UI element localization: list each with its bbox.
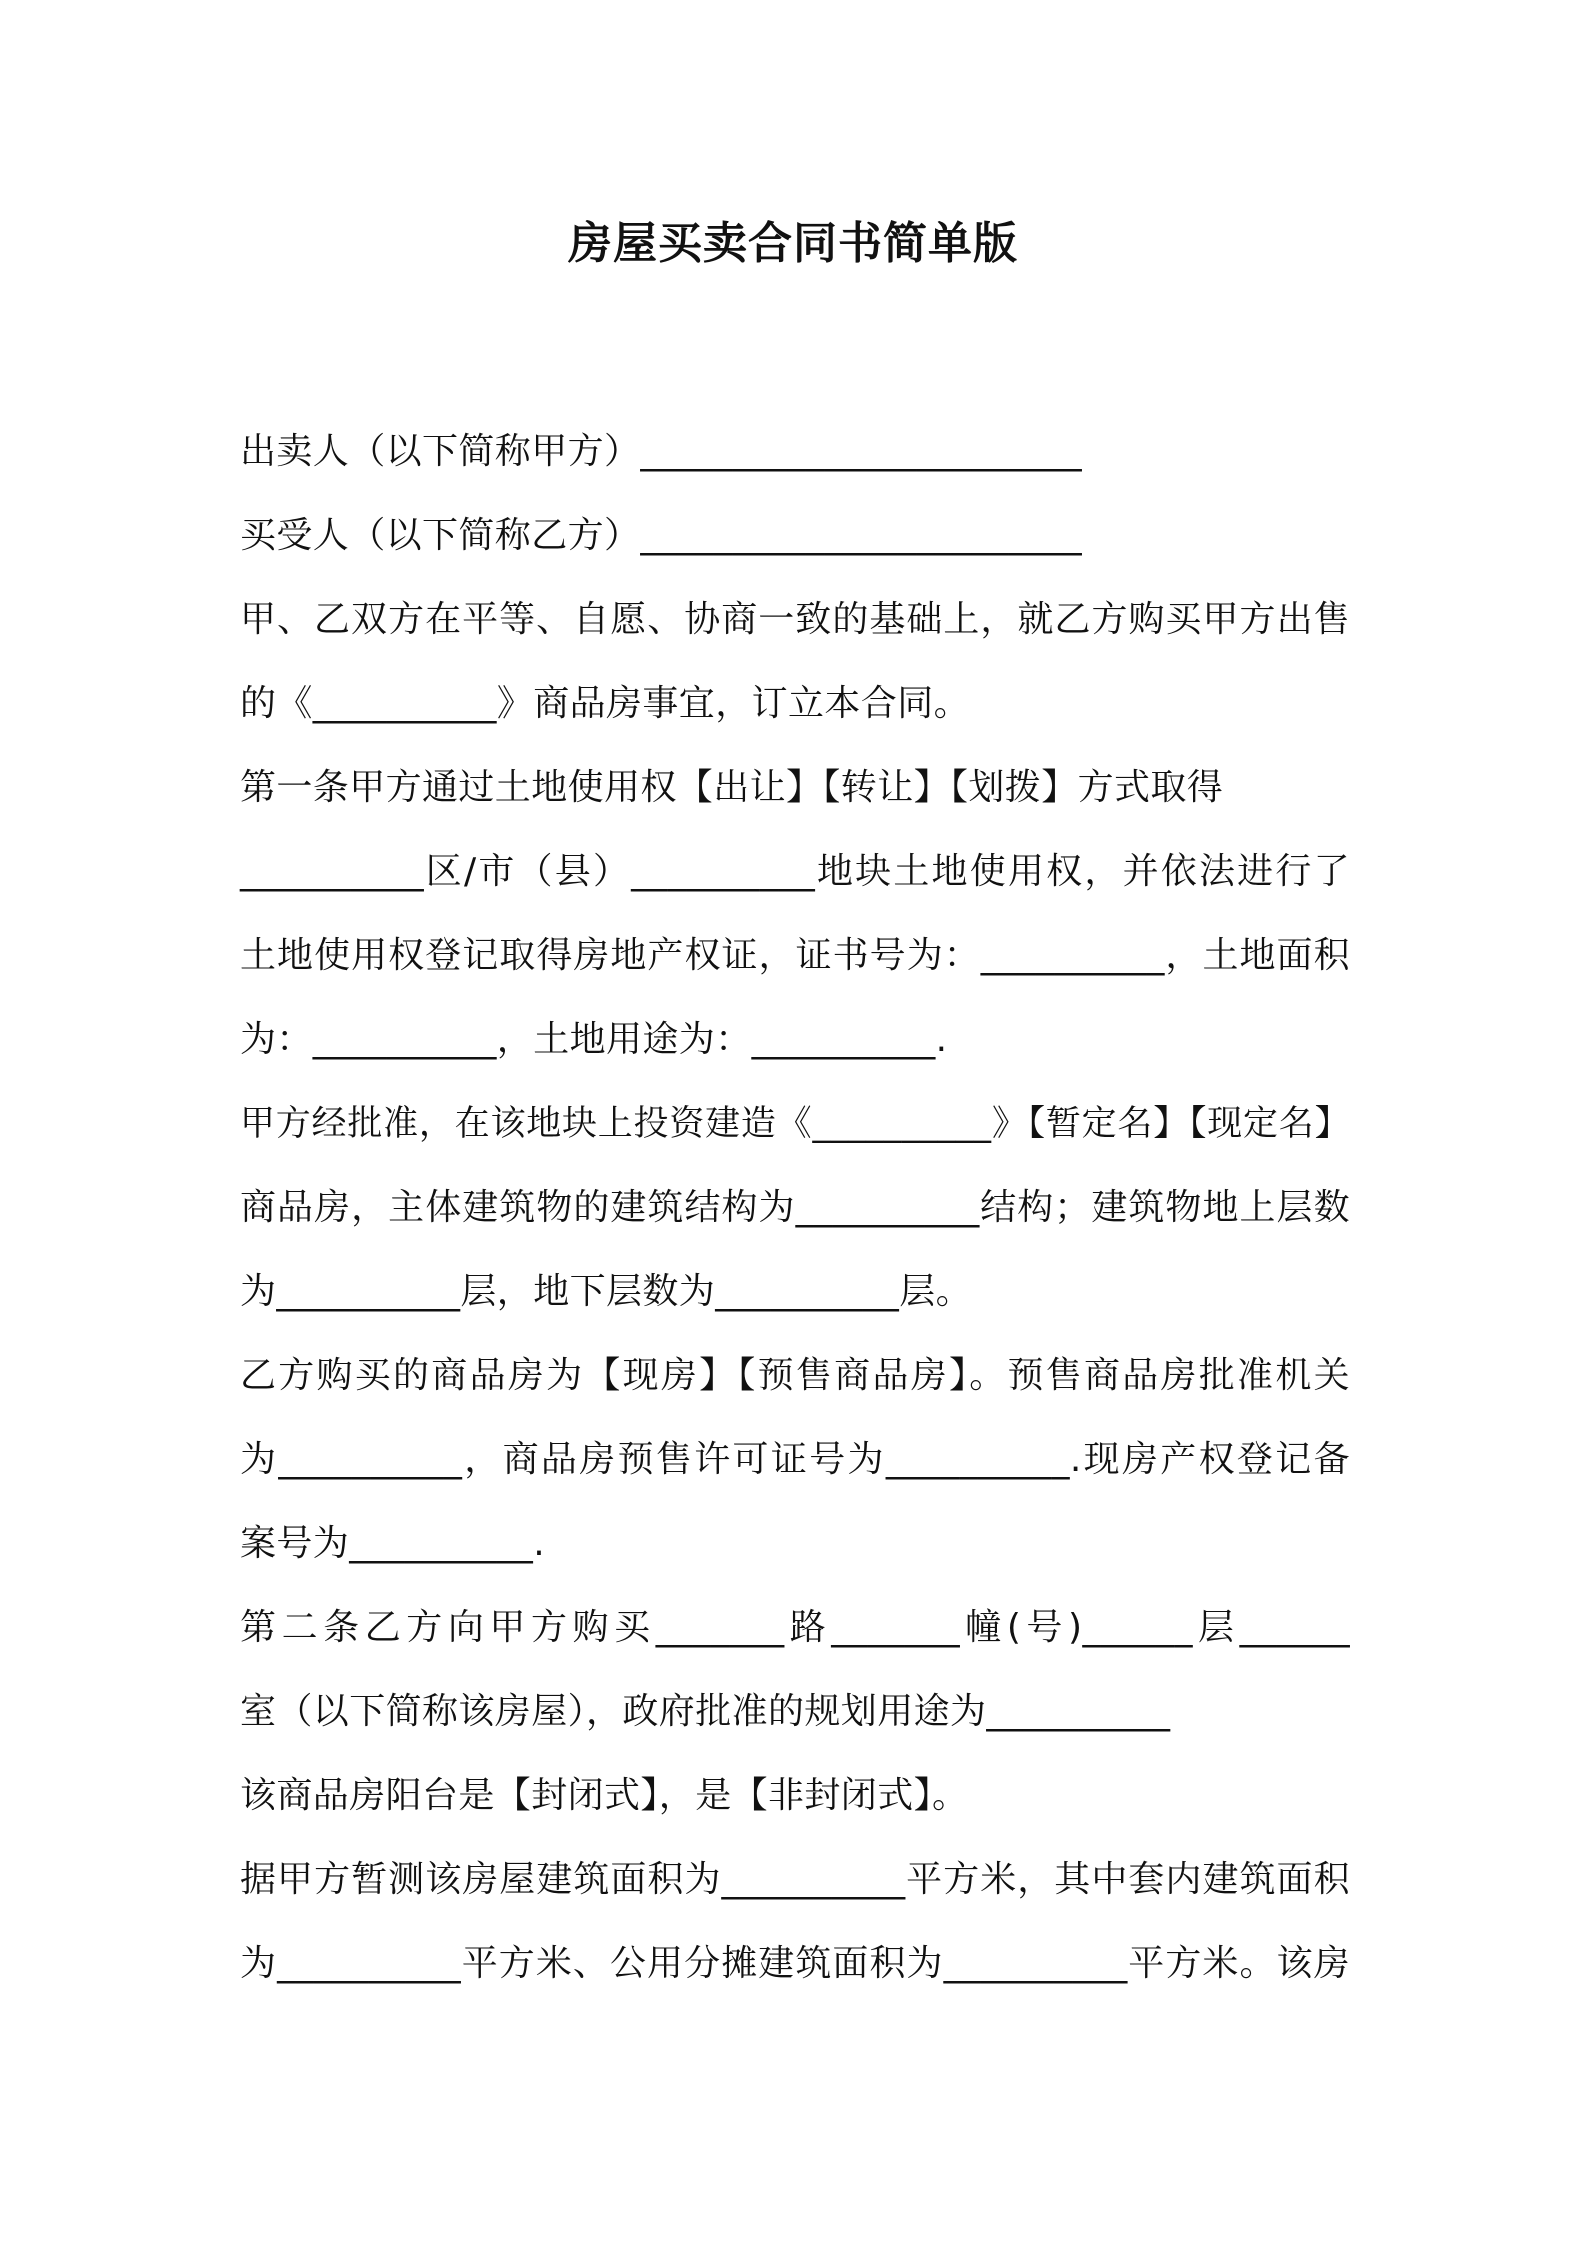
article-2-line-1: 第二条乙方向甲方购买_______路_______幢(号)______层______: [240, 1607, 1350, 1648]
seller-line: 出卖人（以下简称甲方）________________________: [240, 431, 1082, 472]
property-type-line-1: 乙方购买的商品房为【现房】【预售商品房】。预售商品房批准机关: [240, 1355, 1350, 1396]
property-type-line-2: 为__________，商品房预售许可证号为__________.现房产权登记备: [240, 1439, 1350, 1480]
area-line-1: 据甲方暂测该房屋建筑面积为__________平方米，其中套内建筑面积: [240, 1859, 1350, 1900]
area-line-2: 为__________平方米、公用分摊建筑面积为__________平方米。该房: [240, 1943, 1350, 1984]
construction-line-2: 商品房，主体建筑物的建筑结构为__________结构；建筑物地上层数: [240, 1187, 1350, 1228]
construction-line-3: 为__________层，地下层数为__________层。: [240, 1271, 972, 1312]
preamble-line-2: 的《__________》商品房事宜，订立本合同。: [240, 683, 971, 724]
construction-line-1: 甲方经批准，在该地块上投资建造《__________》【暂定名】【现定名】: [240, 1104, 1350, 1144]
article-1-line-4: 为：__________，土地用途为：__________.: [240, 1019, 948, 1060]
article-1-line-2: __________区/市（县）__________地块土地使用权，并依法进行了: [240, 851, 1350, 892]
property-type-line-3: 案号为__________.: [240, 1523, 546, 1564]
article-2-line-2: 室（以下简称该房屋），政府批准的规划用途为__________: [240, 1691, 1171, 1732]
balcony-line: 该商品房阳台是【封闭式】，是【非封闭式】。: [240, 1775, 969, 1816]
document-title: 房屋买卖合同书简单版: [568, 218, 1018, 269]
article-1-line-3: 土地使用权登记取得房地产权证，证书号为：__________，土地面积: [240, 935, 1350, 976]
article-1-line-1: 第一条甲方通过土地使用权【出让】【转让】【划拨】方式取得: [240, 767, 1224, 808]
preamble-line-1: 甲、乙双方在平等、自愿、协商一致的基础上，就乙方购买甲方出售: [240, 599, 1350, 640]
contract-body: [240, 410, 1350, 2006]
buyer-line: 买受人（以下简称乙方）________________________: [240, 515, 1082, 556]
